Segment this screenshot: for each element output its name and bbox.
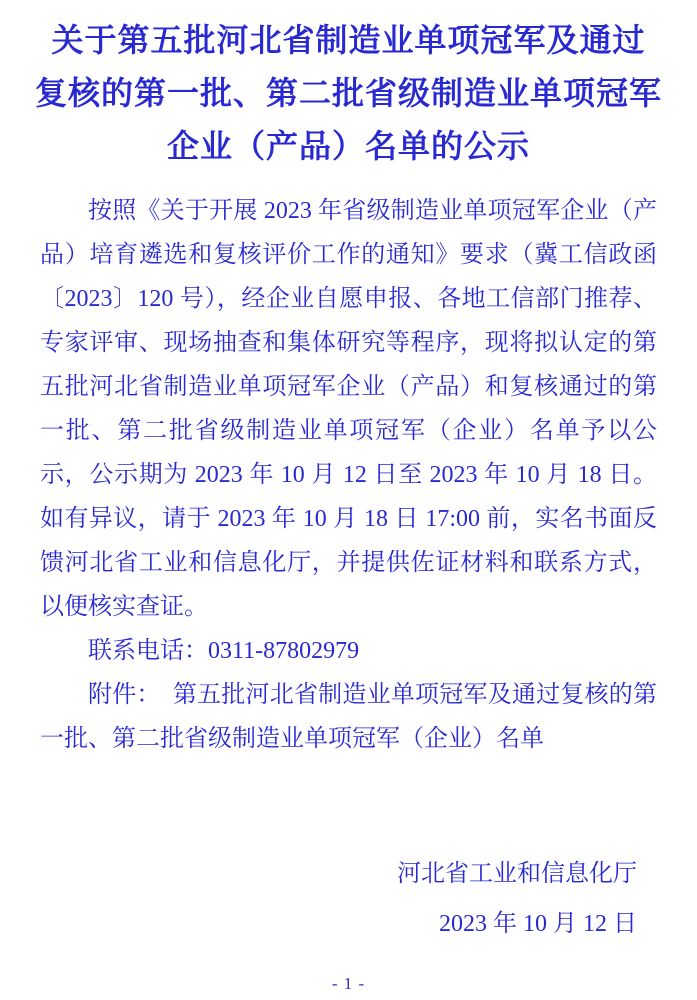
signature-date: 2023 年 10 月 12 日 [439,911,637,937]
signature-org: 河北省工业和信息化厅 [397,861,637,887]
paragraph-attachment: 附件： 第五批河北省制造业单项冠军及通过复核的第一批、第二批省级制造业单项冠军（企业）名单 [40,682,657,752]
title-line-2: 复核的第一批、第二批省级制造业单项冠军 [34,75,662,111]
title-line-1: 关于第五批河北省制造业单项冠军及通过 [51,22,646,58]
paragraph-main: 按照《关于开展 2023 年省级制造业单项冠军企业（产品）培育遴选和复核评价工作的通知》要求（冀工信政函〔2023〕120 号），经企业自愿申报、各地工信部门推荐、专家评审、现场抽查和集体研究等程序，现将拟认定的第五批河北省制造业单项冠军企业（产品）和复核通过的第一批、第二批省级制造业单项冠军（企业）名单予以公示，公示期为 2023 年 10 月 12 日至 2023 年 10 月 18 日。如有异议，请于 2023 年 10 月 18 日 17:00 前，实名书面反馈河北省工业和信息化厅，并提供佐证材料和联系方式，以便核实查证。 [40,198,657,620]
title-line-3: 企业（产品）名单的公示 [166,128,530,164]
document-title [28,14,669,173]
page-number: - 1 - [331,974,366,993]
paragraph-contact-phone: 联系电话：0311-87802979 [88,638,360,664]
signature-block [40,849,637,949]
document-body [40,189,657,761]
